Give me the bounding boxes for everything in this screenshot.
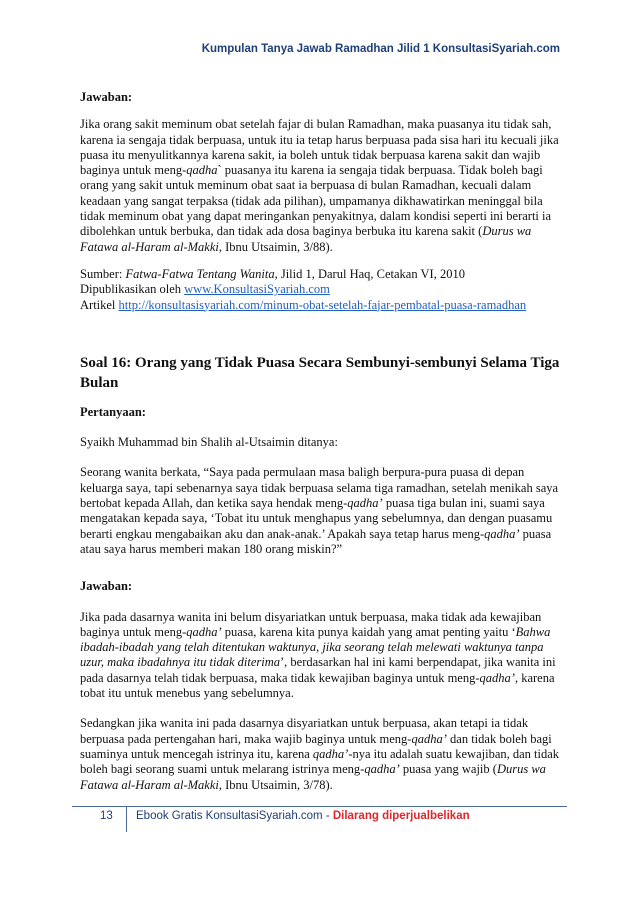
jawaban-label: Jawaban: [80, 90, 133, 104]
website-link[interactable]: www.KonsultasiSyariah.com [184, 282, 330, 297]
jawaban-label-2: Jawaban: [80, 579, 133, 594]
text-segment: -nya itu adalah suatu kewajiban, dan tidak boleh bagi seorang suami untuk melarang istrinya meng- [80, 746, 560, 777]
soal-title: Soal 16: Orang yang Tidak Puasa Secara Sembunyi-sembunyi Selama Tiga Bulan [80, 354, 560, 391]
italic-text: qadha’ [312, 746, 349, 761]
page-content [80, 90, 570, 793]
italic-text: qadha’ [347, 496, 383, 511]
text-segment: puasa yang wajib ( [399, 762, 497, 777]
footer-separator [126, 806, 127, 832]
text-segment: , Ibnu Utsaimin, 3/88). [218, 239, 333, 254]
text-segment: dan tidak boleh bagi suaminya untuk mencegah istrinya itu, karena [80, 731, 552, 761]
article-line [80, 298, 570, 313]
text-segment: , karena tobat itu untuk menebus yang sebelumnya. [80, 670, 555, 701]
published-line [80, 282, 570, 297]
source-details: , Jilid 1, Darul Haq, Cetakan VI, 2010 [274, 266, 465, 281]
italic-text: qadha’ [484, 526, 520, 541]
footer-label: Ebook Gratis KonsultasiSyariah.com - [136, 810, 333, 822]
text-segment: Jika orang sakit meminum obat setelah fajar di bulan Ramadhan, maka puasanya itu tidak sah, karena ia sengaja tidak berpuasa, untuk itu ia tetap harus berpuasa pada sisa hari itu kecuali jika puasa itu menyulitkannya karena sakit, ia boleh untuk tidak berpuasa karena sakit dan wajib baginya untuk meng- [80, 117, 559, 178]
answer-paragraph-2 [80, 716, 570, 792]
published-prefix: Dipublikasikan oleh [80, 282, 185, 297]
answer-paragraph [80, 117, 570, 255]
footer-divider [72, 806, 567, 807]
footer-text [136, 810, 470, 822]
source-prefix: Sumber: [80, 266, 126, 281]
italic-text: qadha [186, 163, 218, 178]
italic-text: Bahwa ibadah-ibadah yang telah ditentukan waktunya, jika seorang telah melewati waktunya tanpa uzur, maka ibadahnya itu tidak diterima [80, 624, 551, 670]
italic-text: qadha’ [364, 762, 400, 777]
answer-paragraph-1 [80, 610, 570, 702]
page-header: Kumpulan Tanya Jawab Ramadhan Jilid 1 KonsultasiSyariah.com [201, 43, 560, 55]
source-line [80, 267, 570, 282]
text-segment: puasa, karena kita punya kaidah yang amat penting yaitu ‘ [221, 624, 516, 639]
page-number: 13 [100, 810, 113, 822]
italic-text: qadha’ [186, 624, 222, 639]
text-segment: Jika pada dasarnya wanita ini belum disyariatkan untuk berpuasa, maka tidak ada kewajiban baginya untuk meng- [80, 609, 542, 639]
article-link[interactable]: http://konsultasisyariah.com/minum-obat-setelah-fajar-pembatal-puasa-ramadhan [118, 297, 527, 312]
question-paragraph [80, 465, 570, 557]
pertanyaan-label: Pertanyaan: [80, 404, 146, 419]
italic-text: qadha’ [411, 731, 447, 746]
text-segment: , Ibnu Utsaimin, 3/78). [218, 777, 333, 792]
italic-text: qadha’ [479, 670, 515, 685]
text-segment: Sedangkan jika wanita ini pada dasarnya disyariatkan untuk berpuasa, akan tetapi ia tidak berpuasa pada pertengahan hari, maka wajib baginya untuk meng- [80, 716, 529, 746]
question-intro: Syaikh Muhammad bin Shalih al-Utsaimin ditanya: [80, 435, 338, 450]
text-segment: puasa tiga bulan ini, suami saya mengatakan kepada saya, ‘Tobat itu untuk menghapus yang sebelumnya, dan dengan puasamu berarti engkau mengabaikan aku dan anak-anak.’ Apakah saya tetap harus meng- [80, 496, 553, 541]
article-prefix: Artikel [80, 297, 119, 312]
text-segment: ’, berdasarkan hal ini kami berpendapat, jika wanita ini pada dasarnya telah tidak berpuasa, maka tidak kewajiban baginya untuk meng- [80, 655, 556, 685]
text-segment: puasa atau saya harus memberi makan 180 orang miskin?” [80, 526, 552, 556]
italic-text: Durus wa Fatawa al-Haram al-Makki [80, 762, 546, 792]
footer-warning: Dilarang diperjualbelikan [332, 810, 470, 822]
source-title: Fatwa-Fatwa Tentang Wanita [125, 266, 275, 281]
text-segment: ` puasanya itu karena ia sengaja tidak berpuasa. Tidak boleh bagi orang yang sakit untuk meminum obat saat ia berpuasa di bulan Ramadhan, kecuali dalam keadaan yang sangat terpaksa (tidak ada pilihan), umpamanya dikhawatirkan meninggal bila tidak meminum obat yang dapat meringankan penyakitnya, dalam kondisi seperti ini berarti ia dibolehkan untuk berbuka, dan tidak ada dosa baginya berbuka itu karena sakit ( [80, 163, 552, 239]
italic-text: Durus wa Fatawa al-Haram al-Makki [80, 224, 532, 254]
text-segment: Seorang wanita berkata, “Saya pada permulaan masa baligh berpura-pura puasa di depan keluarga saya, tapi sebenarnya saya tidak berpuasa selama tiga ramadhan, setelah menikah saya bertobat kepada Allah, dan ketika saya hendak meng- [80, 465, 559, 511]
